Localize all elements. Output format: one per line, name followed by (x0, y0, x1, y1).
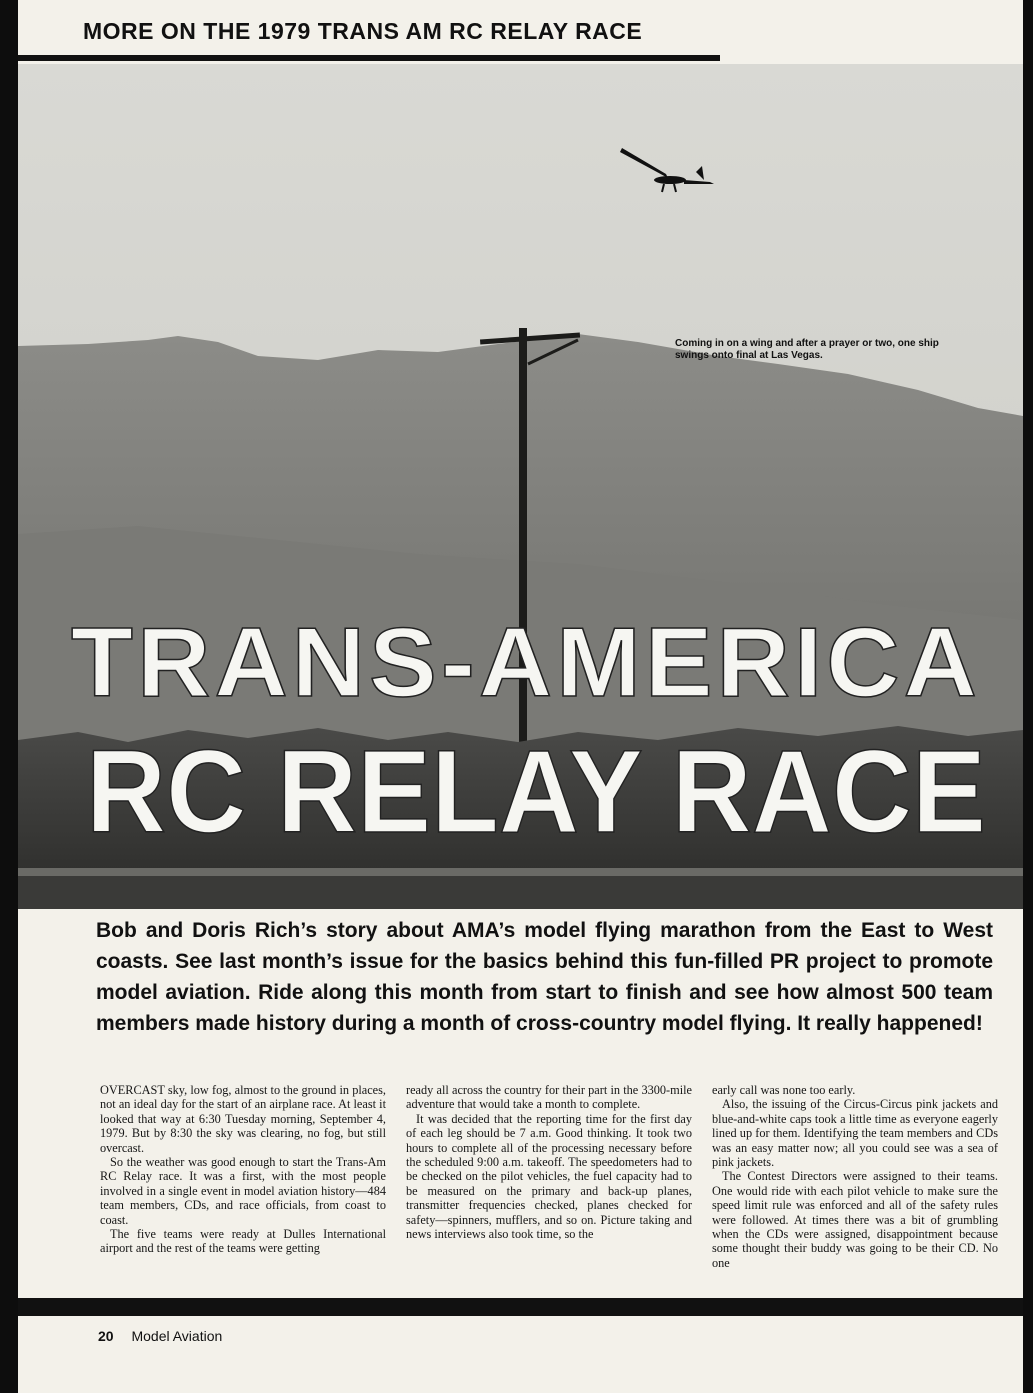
page-footer (98, 1328, 222, 1344)
header-rule (18, 55, 720, 61)
magazine-page (18, 0, 1023, 1393)
article-column-3 (712, 1083, 998, 1293)
paragraph: The five teams were ready at Dulles International airport and the rest of the teams were getting (100, 1227, 386, 1256)
title-line-1: TRANS-AMERICA (71, 607, 981, 717)
paragraph: So the weather was good enough to start the Trans-Am RC Relay race. It was a first, with the most people involved in a single event in model aviation history—484 team members, CDs, and race officials, from coast to coast. (100, 1155, 386, 1227)
article-column-2 (406, 1083, 692, 1293)
paragraph: Also, the issuing of the Circus-Circus pink jackets and blue-and-white caps took a little time as everyone eagerly lined up for them. Identifying the team members and CDs was an easy matter now; all you could see was a sea of pink jackets. (712, 1097, 998, 1170)
page-number: 20 (98, 1328, 114, 1344)
article-column-1 (100, 1083, 386, 1293)
paragraph: The Contest Directors were assigned to their teams. One would ride with each pilot vehicle to make sure the speed limit rule was enforced and all of the safety rules were followed. At times there was a bit of grumbling when the CDs were assigned, disappointment because some thought their buddy was going to be their CD. No one (712, 1169, 998, 1270)
paragraph: It was decided that the reporting time for the first day of each leg should be 7 a.m. Good thinking. It took two hours to complete all of the processing necessary before the scheduled 9:00 a.m. takeoff. The speedometers had to be checked on the pilot vehicles, the fuel capacity had to be measured on the primary and back-up planes, transmitter frequencies checked, planes checked for safety—spinners, mufflers, and so on. Picture taking and news interviews also took time, so the (406, 1111, 692, 1242)
paragraph: early call was none too early. (712, 1083, 856, 1097)
article-body (100, 1083, 1000, 1293)
photo-caption: Coming in on a wing and after a prayer or two, one ship swings onto final at Las Vegas. (675, 338, 939, 361)
title-line-2: RC RELAY RACE (86, 726, 986, 858)
article-deck: Bob and Doris Rich’s story about AMA’s model flying marathon from the East to West coasts. See last month’s issue for the basics behind this fun-filled PR project to promote model aviation. Ride along this month from start to finish and see how almost 500 team members made history during a month of cross-country model flying. It really happened! (96, 919, 993, 1035)
page-header: MORE ON THE 1979 TRANS AM RC RELAY RACE (83, 18, 643, 44)
paragraph: ready all across the country for their part in the 3300-mile adventure that would take a month to complete. (406, 1083, 692, 1112)
hero-photo (18, 64, 1023, 909)
magazine-name: Model Aviation (131, 1328, 223, 1344)
footer-rule (18, 1298, 1023, 1316)
paragraph: OVERCAST sky, low fog, almost to the ground in places, not an ideal day for the start of an airplane race. At least it looked that way at 6:30 Tuesday morning, September 4, 1979. But by 8:30 the sky was clearing, no fog, but still overcast. (100, 1083, 386, 1155)
